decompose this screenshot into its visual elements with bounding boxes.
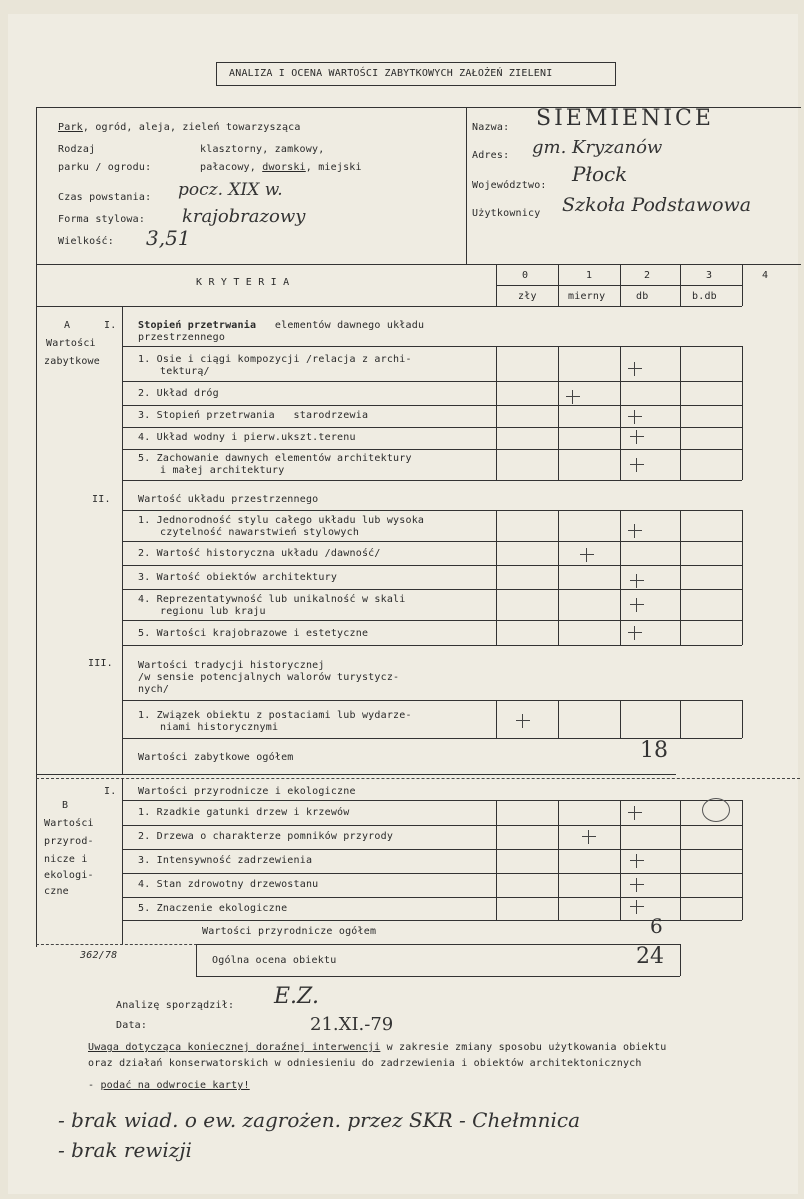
a-total-label: Wartości zabytkowe ogółem	[138, 752, 294, 763]
sectionB-b: B	[62, 800, 69, 811]
score-2: 2	[644, 270, 651, 281]
a-row-3	[122, 427, 742, 428]
overall-label: Ogólna ocena obiektu	[212, 955, 337, 966]
a3-item1-l2: niami historycznymi	[160, 722, 279, 733]
b-item4: 4. Stan zdrowotny drzewostanu	[138, 879, 319, 890]
b-total-value: 6	[650, 914, 663, 938]
sectionB-g1-num: I.	[104, 786, 117, 797]
adres-label: Adres:	[472, 150, 510, 161]
header-divider	[466, 107, 467, 264]
parku-label: parku / ogrodu:	[58, 162, 152, 173]
a-row-5	[122, 480, 742, 481]
sectionB-czne: czne	[44, 886, 69, 897]
mark-b3	[630, 854, 644, 868]
mark-a2-1	[628, 524, 642, 538]
a-col-0c	[496, 700, 497, 738]
handwritten-note-1: - brak wiad. o ew. zagrożen. przez SKR - Chełmnica	[58, 1108, 581, 1132]
sectionA-g2-num: II.	[92, 494, 111, 505]
b-item5: 5. Znaczenie ekologiczne	[138, 903, 288, 914]
a2-item2: 2. Wartość historyczna układu /dawność/	[138, 548, 381, 559]
a1-item5-l2: i małej architektury	[160, 465, 285, 476]
kryt-div-4	[742, 264, 743, 306]
forma-label: Forma stylowa:	[58, 214, 146, 225]
a-col-0a	[496, 346, 497, 480]
type-park: Park	[58, 122, 83, 133]
sectionA-wart: Wartości	[46, 338, 96, 349]
overall-left	[196, 944, 197, 976]
g3-title-c: nych/	[138, 684, 170, 695]
b-row-top	[122, 800, 742, 801]
sectionB-eko: ekologi-	[44, 870, 94, 881]
circled-mark-b1	[702, 798, 730, 822]
a-row-6	[122, 541, 742, 542]
sectionA-g3-num: III.	[88, 658, 113, 669]
date-value: 21.XI.-79	[310, 1014, 394, 1035]
b-g1-title: Wartości przyrodnicze i ekologiczne	[138, 786, 356, 797]
b-row-1	[122, 825, 742, 826]
a-col-1b	[558, 510, 559, 645]
score-0: 0	[522, 270, 529, 281]
overall-value: 24	[636, 944, 664, 969]
woj-label: Województwo:	[472, 180, 547, 191]
rodzaj-label: Rodzaj	[58, 144, 96, 155]
a-row-4	[122, 449, 742, 450]
a-row-8	[122, 589, 742, 590]
a-row-7	[122, 565, 742, 566]
a1-item2: 2. Układ dróg	[138, 388, 219, 399]
sectionB-nic: nicze i	[44, 854, 88, 865]
g3-title-b: /w sensie potencjalnych walorów turystycz-	[138, 672, 400, 683]
uzyt-value: Szkoła Podstawowa	[562, 194, 752, 216]
a-row-g3	[122, 700, 742, 701]
b-col-0	[496, 800, 497, 920]
note-line3: - podać na odwrocie karty!	[88, 1080, 250, 1091]
a-row-top1	[122, 346, 742, 347]
frame-left	[36, 107, 37, 947]
a1-item3: 3. Stopień przetrwania starodrzewia	[138, 410, 369, 421]
woj-value: Płock	[572, 162, 628, 186]
a2-item4-l1: 4. Reprezentatywność lub unikalność w skali	[138, 594, 406, 605]
mark-a1-5	[630, 458, 644, 472]
mark-a2-2	[580, 548, 594, 562]
nazwa-value: SIEMIENICE	[536, 106, 714, 131]
a-col-4b	[742, 510, 743, 645]
a1-item1-l2: tekturą/	[160, 366, 210, 377]
czas-value: pocz. XIX w.	[178, 180, 283, 200]
score-4: 4	[762, 270, 769, 281]
a-row-g2	[122, 510, 742, 511]
b-bottom-dash	[36, 944, 202, 945]
a-col-1c	[558, 700, 559, 738]
page-title: ANALIZA I OCENA WARTOŚCI ZABYTKOWYCH ZAŁOŻEŃ ZIELENI	[229, 68, 553, 79]
overall-right	[680, 944, 681, 976]
type-line	[58, 122, 301, 134]
forma-value: krajobrazowy	[182, 206, 306, 227]
a-row-1	[122, 381, 742, 382]
kryt-mid	[496, 285, 742, 286]
grade-0: zły	[518, 291, 537, 302]
ref-number: 362/78	[80, 950, 118, 961]
sectionB-wart: Wartości	[44, 818, 94, 829]
mark-a2-5	[628, 626, 642, 640]
mark-a2-3	[630, 574, 644, 588]
note-line2: oraz działań konserwatorskich w odniesieniu do zadrzewienia i obiektów architektonicznych	[88, 1058, 642, 1069]
a2-item1-l2: czytelność nawarstwień stylowych	[160, 527, 360, 538]
g1-title-c: przestrzennego	[138, 332, 226, 343]
a-col-1a	[558, 346, 559, 480]
mark-a1-1	[628, 362, 642, 376]
a-col-4c	[742, 700, 743, 738]
a-col-4a	[742, 346, 743, 480]
a-total-value: 18	[640, 738, 668, 763]
adres-value: gm. Kryzanów	[532, 137, 663, 158]
b-item1: 1. Rzadkie gatunki drzew i krzewów	[138, 807, 350, 818]
b-col-2	[620, 800, 621, 920]
b-col-4	[742, 800, 743, 920]
a-total-bottom	[36, 774, 676, 775]
g1-title: Stopień przetrwania elementów dawnego układu	[138, 320, 425, 331]
mark-a3-1	[516, 714, 530, 728]
a1-item5-l1: 5. Zachowanie dawnych elementów architektury	[138, 453, 412, 464]
a2-item1-l1: 1. Jednorodność stylu całego układu lub wysoka	[138, 515, 425, 526]
b-col-1	[558, 800, 559, 920]
title-box	[216, 62, 616, 86]
note-line1: Uwaga dotycząca koniecznej doraźnej interwencji w zakresie zmiany sposobu użytkowania obiektu	[88, 1042, 667, 1053]
a-row-9	[122, 620, 742, 621]
a-row-2	[122, 405, 742, 406]
kryteria-label: K R Y T E R I A	[196, 277, 290, 288]
type-rest: , ogród, aleja, zieleń towarzysząca	[82, 122, 301, 133]
kryt-bottom	[36, 306, 742, 307]
b-total-label: Wartości przyrodnicze ogółem	[202, 926, 377, 937]
ab-separator	[36, 778, 800, 779]
mark-a2-4	[630, 598, 644, 612]
a-col-2a	[620, 346, 621, 480]
b-row-3	[122, 873, 742, 874]
prep-label: Analizę sporządził:	[116, 1000, 235, 1011]
score-1: 1	[586, 270, 593, 281]
sectionB-prz: przyrod-	[44, 836, 94, 847]
wielkosc-label: Wielkość:	[58, 236, 114, 247]
mark-b5	[630, 900, 644, 914]
g2-title: Wartość układu przestrzennego	[138, 494, 319, 505]
nazwa-label: Nazwa:	[472, 122, 510, 133]
b-row-2	[122, 849, 742, 850]
rodzaj-opts2: pałacowy, dworski, miejski	[200, 162, 362, 173]
prep-sign: E.Z.	[274, 984, 319, 1009]
mark-a1-3	[628, 410, 642, 424]
b-item3: 3. Intensywność zadrzewienia	[138, 855, 313, 866]
rodzaj-opts1: klasztorny, zamkowy,	[200, 144, 325, 155]
score-3: 3	[706, 270, 713, 281]
b-row-4	[122, 897, 742, 898]
sectionA-g1-num: I.	[104, 320, 117, 331]
a-col-3a	[680, 346, 681, 480]
grade-2: db	[636, 291, 649, 302]
grade-3: b.db	[692, 291, 717, 302]
a-row-10	[122, 645, 742, 646]
a2-item5: 5. Wartości krajobrazowe i estetyczne	[138, 628, 369, 639]
a-col-3b	[680, 510, 681, 645]
a-col-2b	[620, 510, 621, 645]
wielkosc-value: 3,51	[146, 226, 191, 250]
a-col-3c	[680, 700, 681, 738]
sectionA-zab: zabytkowe	[44, 356, 100, 367]
b-row-5	[122, 920, 742, 921]
sectionA-divider	[122, 306, 123, 774]
mark-b4	[630, 878, 644, 892]
uzyt-label: Użytkownicy	[472, 208, 541, 219]
date-label: Data:	[116, 1020, 148, 1031]
mark-b2	[582, 830, 596, 844]
handwritten-note-2: - brak rewizji	[58, 1138, 192, 1162]
header-bottom	[36, 264, 801, 265]
b-total-bottom	[196, 944, 680, 945]
mark-a1-2	[566, 390, 580, 404]
overall-bottom	[196, 976, 680, 977]
grade-1: mierny	[568, 291, 606, 302]
a3-item1-l1: 1. Związek obiektu z postaciami lub wydarze-	[138, 710, 412, 721]
sectionA-a: A	[64, 320, 71, 331]
a1-item4: 4. Układ wodny i pierw.ukszt.terenu	[138, 432, 356, 443]
g3-title-a: Wartości tradycji historycznej	[138, 660, 325, 671]
b-col-3	[680, 800, 681, 920]
a1-item1-l1: 1. Osie i ciągi kompozycji /relacja z archi-	[138, 354, 412, 365]
a-col-0b	[496, 510, 497, 645]
mark-a1-4	[630, 430, 644, 444]
a-col-2c	[620, 700, 621, 738]
czas-label: Czas powstania:	[58, 192, 152, 203]
a2-item4-l2: regionu lub kraju	[160, 606, 266, 617]
mark-b1	[628, 806, 642, 820]
a2-item3: 3. Wartość obiektów architektury	[138, 572, 338, 583]
b-item2: 2. Drzewa o charakterze pomników przyrody	[138, 831, 394, 842]
